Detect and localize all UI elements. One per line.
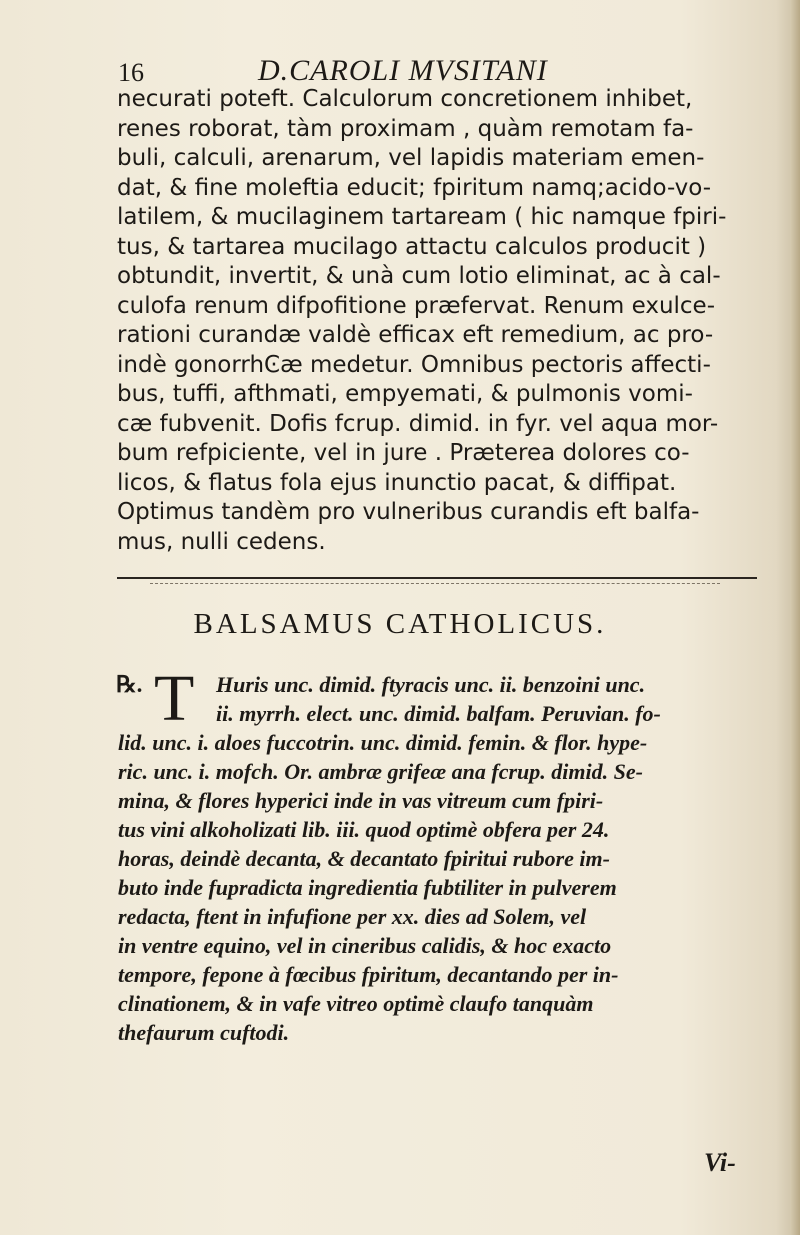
recipe-line: mina, & flores hyperici inde in vas vitreum cum fpiri- bbox=[118, 788, 604, 813]
recipe-line: thefaurum cuftodi. bbox=[118, 1020, 290, 1045]
body-line: licos, & flatus fola ejus inunctio pacat, & diffipat. bbox=[117, 469, 677, 496]
recipe-line: redacta, ftent in infufione per xx. dies ad Solem, vel bbox=[118, 904, 587, 929]
recipe-line: tus vini alkoholizati lib. iii. quod optimè obfera per 24. bbox=[118, 817, 610, 842]
page-number: 16 bbox=[118, 58, 144, 87]
running-head: D.CAROLI MVSITANI bbox=[258, 54, 548, 87]
recipe-line: ii. myrrh. elect. unc. dimid. balfam. Peruvian. fo- bbox=[216, 701, 661, 726]
body-line: cæ fubvenit. Dofis fcrup. dimid. in fyr. vel aqua mor- bbox=[117, 410, 719, 437]
body-line: dat, & fine moleftia educit; fpiritum namq;acido-vo- bbox=[117, 174, 712, 201]
body-line: culofa renum difpofitione præfervat. Renum exulce- bbox=[117, 292, 715, 319]
body-line: Optimus tandèm pro vulneribus curandis eft balfa- bbox=[117, 499, 700, 525]
body-line: buli, calculi, arenarum, vel lapidis materiam emen- bbox=[117, 145, 705, 171]
recipe-line: horas, deindè decanta, & decantato fpiritui rubore im- bbox=[118, 846, 610, 871]
drop-cap: T bbox=[154, 662, 195, 735]
body-line: mus, nulli cedens. bbox=[117, 528, 326, 555]
body-line: necurati poteft. Calculorum concretionem inhibet, bbox=[117, 86, 693, 112]
body-line: bum refpiciente, vel in jure . Præterea dolores co- bbox=[117, 440, 690, 466]
body-line: obtundit, invertit, & unà cum lotio eliminat, ac à cal- bbox=[117, 263, 721, 289]
body-line: indè gonorrhϾæ medetur. Omnibus pectoris affecti- bbox=[117, 351, 711, 378]
body-line: latilem, & mucilaginem tartaream ( hic namque fpiri- bbox=[117, 204, 727, 230]
recipe-symbol: ℞. bbox=[116, 672, 143, 697]
recipe-line: ric. unc. i. mofch. Or. ambræ grifeæ ana fcrup. dimid. Se- bbox=[118, 759, 643, 784]
body-line: bus, tuffi, afthmati, empyemati, & pulmonis vomi- bbox=[117, 381, 693, 407]
section-title: BALSAMUS CATHOLICUS. bbox=[193, 608, 607, 640]
body-paragraph bbox=[117, 85, 765, 557]
recipe-line: clinationem, & in vafe vitreo optimè claufo tanquàm bbox=[118, 991, 594, 1016]
catchword: Vi- bbox=[704, 1148, 736, 1177]
recipe-line: tempore, fepone à fœcibus fpiritum, decantando per in- bbox=[118, 962, 619, 987]
body-line: tus, & tartarea mucilago attactu calculos producit ) bbox=[117, 233, 707, 260]
section-divider-faint bbox=[150, 583, 720, 584]
body-line: renes roborat, tàm proximam , quàm remotam fa- bbox=[117, 115, 694, 142]
body-line: rationi curandæ valdè efficax eft remedium, ac pro- bbox=[117, 322, 714, 348]
recipe-line: buto inde fupradicta ingredientia fubtiliter in pulverem bbox=[118, 875, 617, 900]
recipe-line: Huris unc. dimid. ftyracis unc. ii. benzoini unc. bbox=[216, 672, 646, 697]
recipe-line: in ventre equino, vel in cineribus calidis, & hoc exacto bbox=[118, 933, 612, 958]
section-divider bbox=[117, 577, 757, 579]
recipe-block bbox=[116, 662, 768, 1047]
recipe-line: lid. unc. i. aloes fuccotrin. unc. dimid. femin. & flor. hype- bbox=[118, 730, 648, 755]
